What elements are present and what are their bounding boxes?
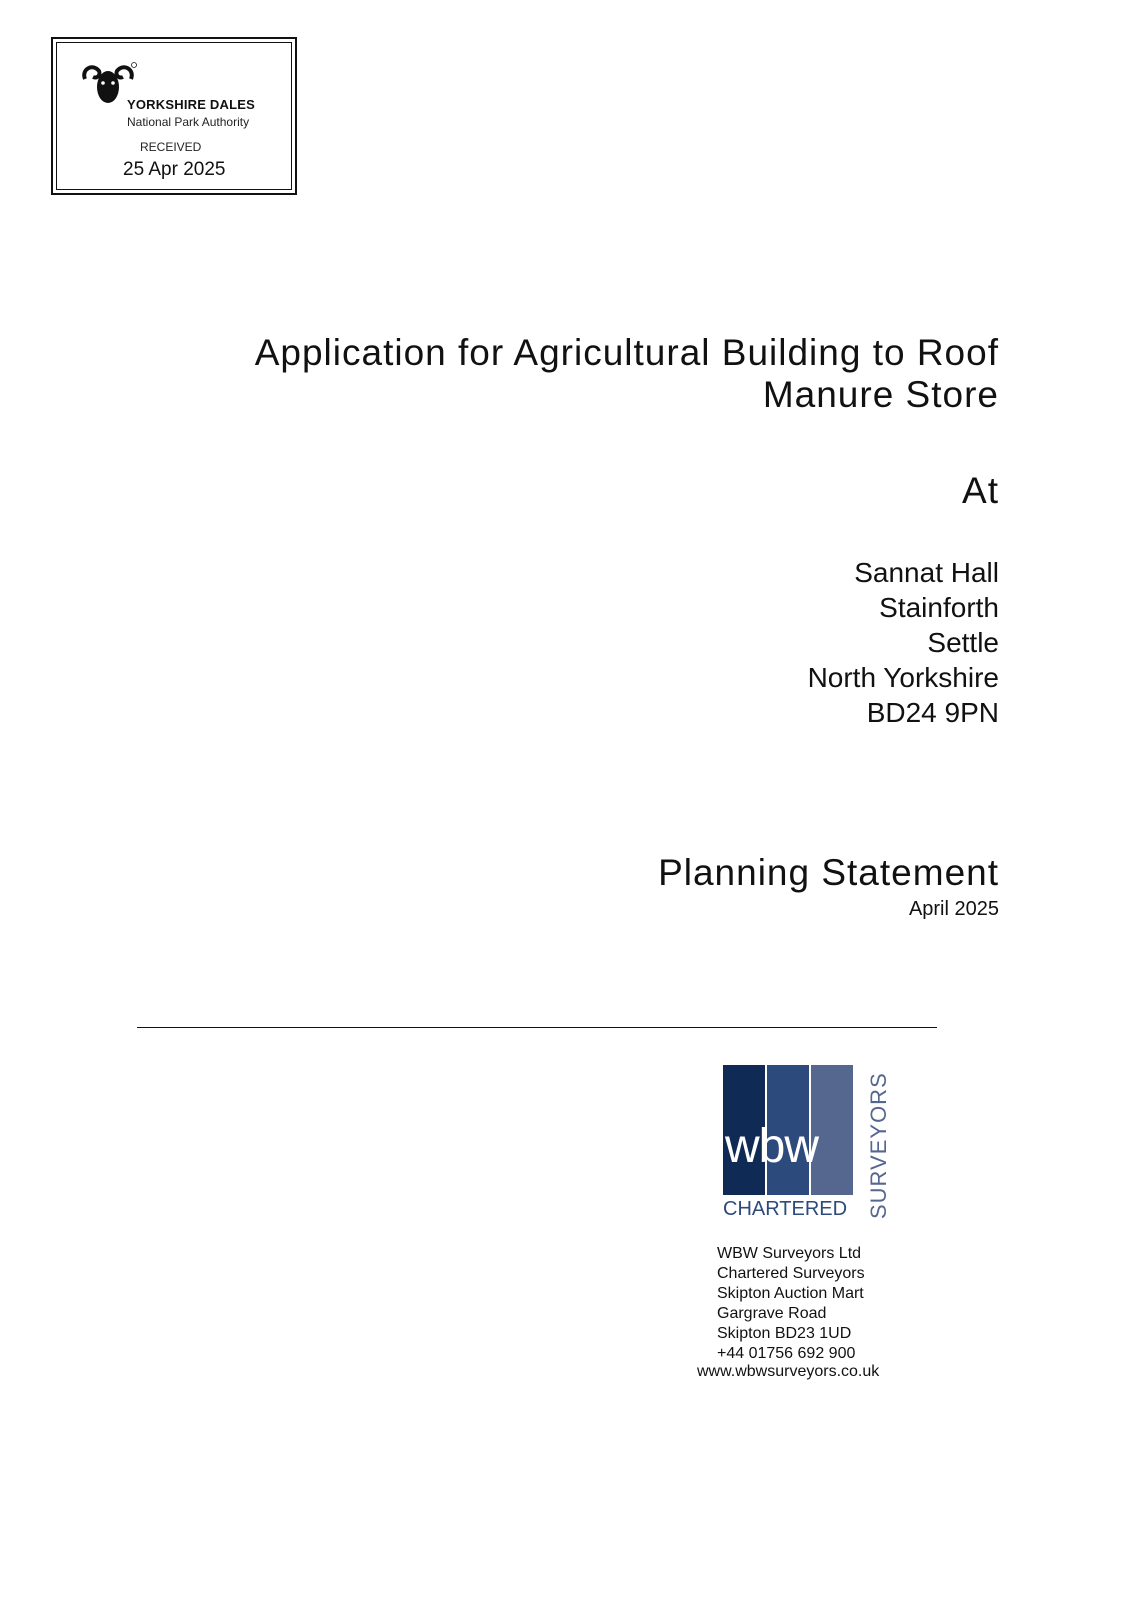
logo-surveyors-text: SURVEYORS: [866, 1072, 891, 1219]
address-line: Stainforth: [879, 592, 999, 623]
received-stamp: [51, 37, 297, 195]
title-at: At: [962, 470, 999, 511]
title-line-1: Application for Agricultural Building to Roof: [254, 332, 999, 373]
wbw-surveyors-logo: [723, 1065, 891, 1220]
document-title: [99, 332, 999, 416]
site-address: [808, 555, 999, 730]
website-link[interactable]: www.wbwsurveyors.co.uk: [697, 1363, 880, 1380]
address-line: Sannat Hall: [854, 557, 999, 588]
contact-line: Skipton Auction Mart: [717, 1285, 864, 1302]
contact-line: Gargrave Road: [717, 1305, 827, 1322]
document-date: April 2025: [908, 898, 999, 920]
contact-line: +44 01756 692 900: [717, 1345, 856, 1362]
logo-wordmark: wbw: [725, 1120, 819, 1173]
stamp-subtitle: National Park Authority: [127, 115, 250, 129]
title-line-2: Manure Store: [762, 374, 999, 415]
contact-line: Skipton BD23 1UD: [717, 1325, 852, 1342]
divider-line: [137, 1027, 937, 1028]
document-type: Planning Statement: [658, 852, 999, 893]
address-line: Settle: [927, 627, 999, 658]
stamp-status: RECEIVED: [140, 140, 202, 154]
contact-details: [717, 1244, 865, 1364]
stamp-date: 25 Apr 2025: [123, 159, 226, 180]
address-line: BD24 9PN: [866, 697, 999, 728]
address-line: North Yorkshire: [807, 662, 999, 693]
logo-chartered-text: CHARTERED: [723, 1198, 848, 1220]
stamp-organisation: YORKSHIRE DALES: [127, 97, 255, 112]
contact-line: WBW Surveyors Ltd: [717, 1245, 862, 1262]
contact-line: Chartered Surveyors: [717, 1265, 865, 1282]
